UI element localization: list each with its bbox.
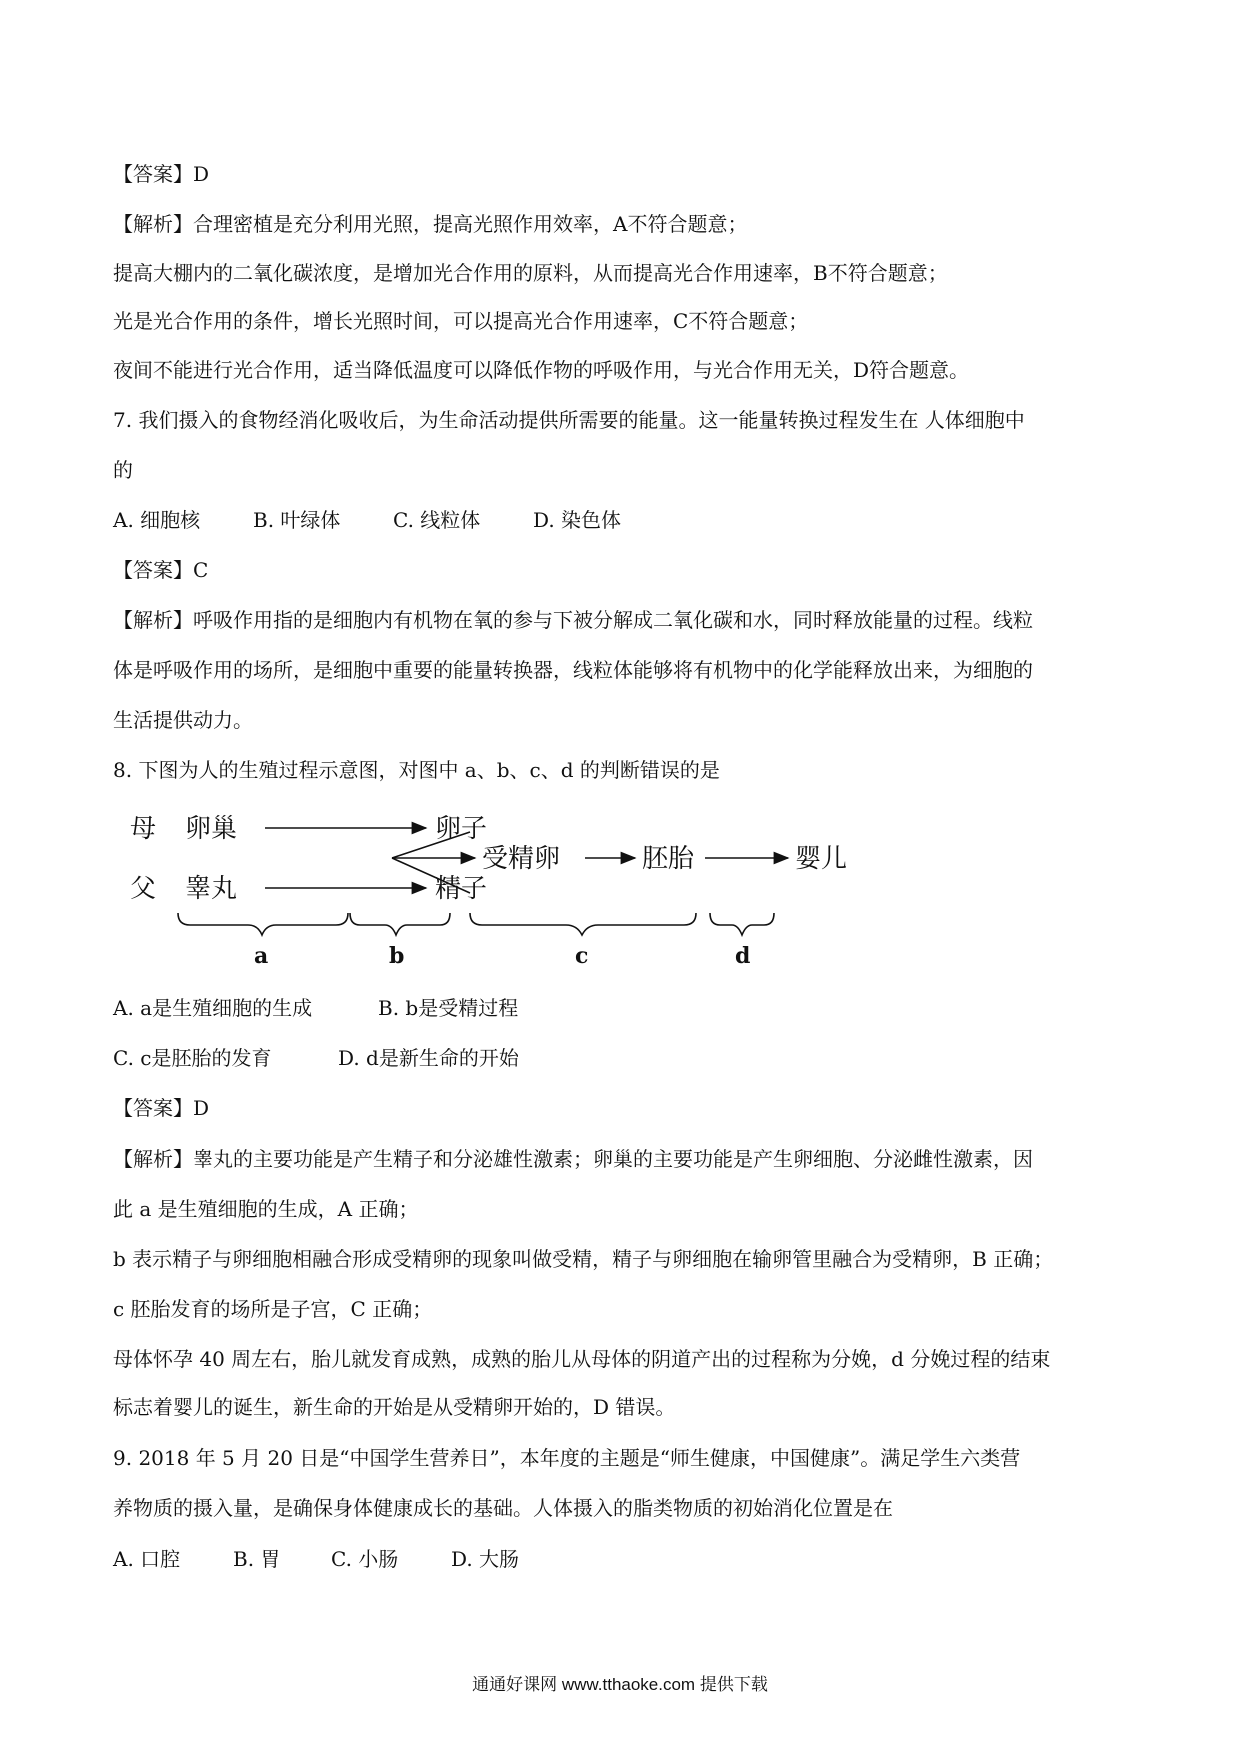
q7-option-b: B. 叶绿体 [253, 508, 341, 532]
brace-c [470, 913, 696, 935]
diagram-label-sperm: 精子 [435, 874, 488, 904]
q9-option-c: C. 小肠 [331, 1547, 399, 1571]
q7-option-a: A. 细胞核 [113, 508, 201, 532]
diagram-label-zygote: 受精卵 [482, 844, 561, 874]
q9-stem-line-2: 养物质的摄入量，是确保身体健康成长的基础。人体摄入的脂类物质的初始消化位置是在 [113, 1496, 893, 1520]
q8-option-d: D. d是新生命的开始 [338, 1046, 519, 1070]
diagram-label-egg: 卵子 [435, 814, 488, 844]
q9-options [113, 1545, 519, 1573]
q6-analysis-line-4: 夜间不能进行光合作用，适当降低温度可以降低作物的呼吸作用，与光合作用无关，D符合题意。 [113, 358, 970, 382]
q9-stem-line-1: 9. 2018 年 5 月 20 日是“中国学生营养日”，本年度的主题是“师生健康，中国健康”。满足学生六类营 [113, 1446, 1021, 1470]
diagram-label-mother: 母 [130, 814, 157, 844]
brace-a [178, 913, 348, 935]
q6-answer: 【答案】D [113, 162, 210, 186]
q7-analysis-line-1: 【解析】呼吸作用指的是细胞内有机物在氧的参与下被分解成二氧化碳和水，同时释放能量的过程。线粒 [113, 608, 1033, 632]
q7-option-d: D. 染色体 [533, 508, 622, 532]
q7-analysis-line-2: 体是呼吸作用的场所，是细胞中重要的能量转换器，线粒体能够将有机物中的化学能释放出来，为细胞的 [113, 658, 1033, 682]
q8-answer: 【答案】D [113, 1096, 210, 1120]
merge-line-egg [392, 832, 470, 858]
diagram-label-c: c [575, 943, 589, 969]
q9-option-d: D. 大肠 [451, 1547, 520, 1571]
q7-analysis-line-3: 生活提供动力。 [113, 708, 253, 732]
diagram-label-ovary: 卵巢 [185, 814, 238, 844]
q8-option-b: B. b是受精过程 [378, 996, 519, 1020]
q8-analysis-line-5: 母体怀孕 40 周左右，胎儿就发育成熟，成熟的胎儿从母体的阴道产出的过程称为分娩，d 分娩过程的结束 [113, 1347, 1051, 1371]
q8-analysis-line-3: b 表示精子与卵细胞相融合形成受精卵的现象叫做受精，精子与卵细胞在输卵管里融合为受精卵，B 正确； [113, 1247, 1054, 1271]
join-egg-upper [388, 831, 425, 845]
q6-analysis-line-1: 【解析】合理密植是充分利用光照，提高光照作用效率，A不符合题意； [113, 212, 748, 236]
diagram-label-d: d [735, 943, 751, 969]
q8-option-a: A. a是生殖细胞的生成 [113, 996, 313, 1020]
q7-options [113, 506, 621, 534]
diagram-label-father: 父 [130, 874, 157, 904]
q7-option-c: C. 线粒体 [393, 508, 481, 532]
diagram-label-a: a [254, 943, 269, 969]
q8-analysis-line-4: c 胚胎发育的场所是子宫，C 正确； [113, 1297, 433, 1321]
q9-option-a: A. 口腔 [113, 1547, 181, 1571]
q8-stem: 8. 下图为人的生殖过程示意图，对图中 a、b、c、d 的判断错误的是 [113, 758, 720, 782]
q8-options-row-1 [113, 994, 518, 1022]
diagram-label-baby: 婴儿 [795, 844, 848, 874]
q6-analysis-line-3: 光是光合作用的条件，增长光照时间，可以提高光合作用速率，C不符合题意； [113, 309, 809, 333]
page-footer: 通通好课网 www.tthaoke.com 提供下载 [472, 1675, 768, 1694]
q8-analysis-line-2: 此 a 是生殖细胞的生成，A 正确； [113, 1197, 419, 1221]
diagram-label-testis: 睾丸 [185, 874, 238, 904]
q7-stem-line-1: 7. 我们摄入的食物经消化吸收后，为生命活动提供所需要的能量。这一能量转换过程发生在 人体细胞中 [113, 408, 1025, 432]
q9-option-b: B. 胃 [233, 1547, 281, 1571]
q6-analysis-line-2: 提高大棚内的二氧化碳浓度，是增加光合作用的原料，从而提高光合作用速率，B不符合题意； [113, 261, 948, 285]
q7-stem-line-2: 的 [113, 458, 133, 482]
diagram-label-embryo: 胚胎 [642, 844, 695, 874]
q8-analysis-line-6: 标志着婴儿的诞生，新生命的开始是从受精卵开始的，D 错误。 [113, 1395, 676, 1419]
q8-option-c: C. c是胚胎的发育 [113, 1046, 272, 1070]
q7-answer: 【答案】C [113, 558, 209, 582]
reproduction-process-diagram [130, 795, 890, 975]
q8-options-row-2 [113, 1044, 519, 1072]
brace-b [350, 913, 450, 935]
brace-d [710, 913, 774, 935]
q8-analysis-line-1: 【解析】睾丸的主要功能是产生精子和分泌雄性激素；卵巢的主要功能是产生卵细胞、分泌雌性激素，因 [113, 1147, 1033, 1171]
diagram-label-b: b [389, 943, 405, 969]
